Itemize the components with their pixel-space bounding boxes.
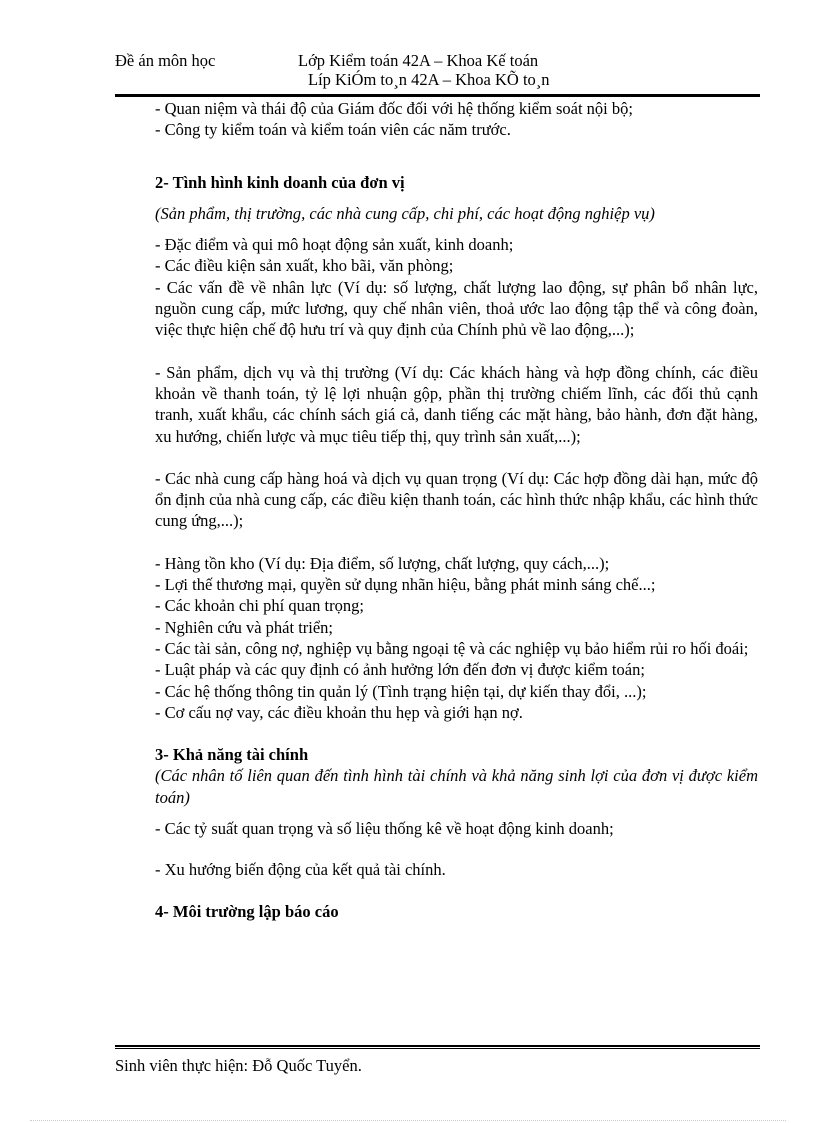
list-item: - Các hệ thống thông tin quản lý (Tình trạng hiện tại, dự kiến thay đổi, ...);: [155, 681, 647, 701]
list-item: - Lợi thế thương mại, quyền sử dụng nhãn hiệu, bằng phát minh sáng chế...;: [155, 575, 656, 595]
list-item: - Các khoản chi phí quan trọng;: [155, 596, 364, 616]
list-item: - Các vấn đề về nhân lực (Ví dụ: số lượng, chất lượng lao động, sự phân bổ nhân lực, nguồn cung cấp, mức lương, quy chế nhân viên, thoả ước lao động tập thể và công đoàn, việc thực hiện chế độ hưu trí và quy định của Chính phủ về lao động,...);: [155, 277, 758, 340]
list-item: - Xu hướng biến động của kết quả tài chính.: [155, 860, 446, 880]
list-item: - Đặc điểm và qui mô hoạt động sản xuất, kinh doanh;: [155, 235, 514, 255]
footer-author: Sinh viên thực hiện: Đỗ Quốc Tuyển.: [115, 1056, 362, 1075]
products-paragraph: - Sản phẩm, dịch vụ và thị trường (Ví dụ: Các khách hàng và hợp đồng chính, các điều khoản về thanh toán, tỷ lệ lợi nhuận gộp, phần thị trường chiếm lĩnh, các đối thủ cạnh tranh, xuất khẩu, các chính sách giá cả, danh tiếng các mặt hàng, bảo hành, đơn đặt hàng, xu hướng, chiến lược và mục tiêu tiếp thị, quy trình sản xuất,...);: [155, 362, 758, 446]
list-item: - Luật pháp và các quy định có ảnh hưởng lớn đến đơn vị được kiểm toán;: [155, 660, 645, 680]
page-edge: [30, 1120, 786, 1121]
header-class-line-2: Líp KiÓm to¸n 42A – Khoa KÕ to¸n: [308, 70, 550, 89]
section-3-heading: 3- Khả năng tài chính: [155, 745, 309, 765]
header-course-label: Đề án môn học: [115, 51, 216, 70]
section-2-heading: 2- Tình hình kinh doanh của đơn vị: [155, 172, 405, 192]
intro-item-1: - Quan niệm và thái độ của Giám đốc đối với hệ thống kiểm soát nội bộ;: [155, 99, 633, 118]
list-item: - Các tài sản, công nợ, nghiệp vụ bằng ngoại tệ và các nghiệp vụ bảo hiểm rủi ro hối đoái;: [155, 638, 749, 658]
section-4-heading: 4- Môi trường lập báo cáo: [155, 901, 339, 921]
intro-item-2: - Công ty kiểm toán và kiểm toán viên các năm trước.: [155, 120, 511, 140]
list-item: - Các tỷ suất quan trọng và số liệu thống kê về hoạt động kinh doanh;: [155, 819, 614, 839]
section-3-note: (Các nhân tố liên quan đến tình hình tài chính và khả năng sinh lợi của đơn vị được kiểm toán): [155, 766, 758, 807]
header-rule: [115, 94, 760, 97]
header-class-info: [298, 51, 550, 89]
list-item: - Cơ cấu nợ vay, các điều khoản thu hẹp và giới hạn nợ.: [155, 702, 523, 722]
list-item: - Hàng tồn kho (Ví dụ: Địa điểm, số lượng, chất lượng, quy cách,...);: [155, 553, 610, 573]
list-item: - Các điều kiện sản xuất, kho bãi, văn phòng;: [155, 256, 454, 276]
page-body: [155, 98, 758, 922]
header-class-line-1: Lớp Kiểm toán 42A – Khoa Kế toán: [298, 51, 539, 70]
suppliers-paragraph: - Các nhà cung cấp hàng hoá và dịch vụ quan trọng (Ví dụ: Các hợp đồng dài hạn, mức độ ổn định của nhà cung cấp, các điều kiện thanh toán, các hình thức nhập khẩu, các hình thức cung ứng,...);: [155, 468, 758, 531]
section-2-note: (Sản phẩm, thị trường, các nhà cung cấp, chi phí, các hoạt động nghiệp vụ): [155, 203, 655, 223]
list-item: - Nghiên cứu và phát triển;: [155, 617, 334, 637]
footer-rule: [115, 1045, 760, 1049]
